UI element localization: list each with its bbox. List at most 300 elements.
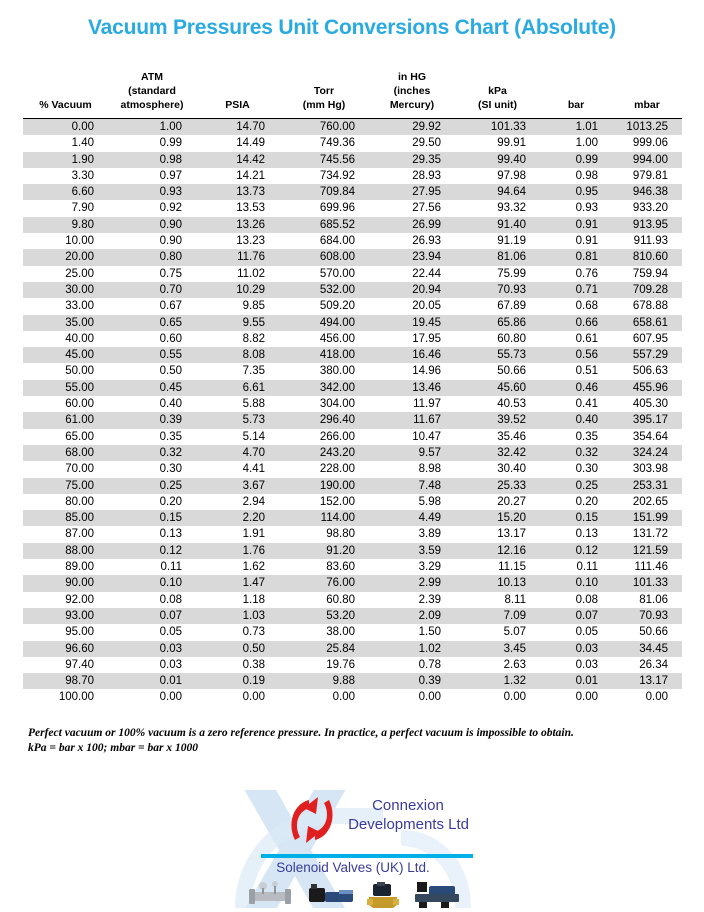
- table-cell: 11.97: [369, 396, 455, 412]
- table-cell: 0.15: [540, 510, 612, 526]
- column-header-line: (mm Hg): [302, 99, 346, 111]
- table-cell: 0.00: [108, 689, 196, 705]
- table-cell: 11.15: [455, 559, 540, 575]
- table-cell: 75.00: [23, 478, 108, 494]
- table-cell: 10.00: [23, 233, 108, 249]
- table-cell: 202.65: [612, 494, 682, 510]
- table-cell: 39.52: [455, 412, 540, 428]
- table-row: [23, 363, 682, 379]
- table-cell: 98.70: [23, 673, 108, 689]
- table-cell: 0.32: [540, 445, 612, 461]
- table-cell: 50.66: [455, 363, 540, 379]
- table-cell: 0.71: [540, 282, 612, 298]
- table-cell: 15.20: [455, 510, 540, 526]
- table-cell: 0.38: [196, 657, 279, 673]
- table-cell: 9.57: [369, 445, 455, 461]
- column-header-line: bar: [567, 99, 585, 111]
- footnotes: [28, 726, 704, 756]
- table-cell: 35.46: [455, 429, 540, 445]
- table-cell: 4.41: [196, 461, 279, 477]
- table-cell: 0.03: [540, 641, 612, 657]
- table-row: [23, 592, 682, 608]
- column-header-line: (standard: [128, 85, 176, 97]
- table-cell: 0.73: [196, 624, 279, 640]
- table-cell: 0.00: [23, 119, 108, 136]
- table-cell: 2.94: [196, 494, 279, 510]
- column-header-line: kPa: [488, 85, 507, 97]
- table-cell: 709.84: [279, 184, 369, 200]
- table-cell: 0.03: [108, 641, 196, 657]
- column-header-7: [612, 58, 682, 119]
- table-cell: 99.91: [455, 135, 540, 151]
- table-cell: 9.85: [196, 298, 279, 314]
- table-cell: 65.86: [455, 315, 540, 331]
- table-cell: 27.95: [369, 184, 455, 200]
- table-cell: 92.00: [23, 592, 108, 608]
- table-cell: 0.78: [369, 657, 455, 673]
- product-solenoid-valve-icon: [309, 884, 353, 902]
- table-cell: 13.26: [196, 217, 279, 233]
- table-cell: 0.56: [540, 347, 612, 363]
- table-row: [23, 200, 682, 216]
- table-cell: 0.67: [108, 298, 196, 314]
- table-cell: 33.00: [23, 298, 108, 314]
- table-row: [23, 396, 682, 412]
- table-cell: 1.03: [196, 608, 279, 624]
- table-cell: 100.00: [23, 689, 108, 705]
- table-cell: 0.61: [540, 331, 612, 347]
- table-cell: 760.00: [279, 119, 369, 136]
- table-cell: 34.45: [612, 641, 682, 657]
- table-row: [23, 282, 682, 298]
- table-cell: 5.88: [196, 396, 279, 412]
- table-cell: 1.18: [196, 592, 279, 608]
- table-row: [23, 478, 682, 494]
- table-cell: 95.00: [23, 624, 108, 640]
- table-cell: 0.05: [540, 624, 612, 640]
- table-cell: 0.20: [108, 494, 196, 510]
- table-cell: 50.00: [23, 363, 108, 379]
- table-cell: 0.13: [540, 526, 612, 542]
- table-cell: 658.61: [612, 315, 682, 331]
- table-row: [23, 298, 682, 314]
- table-cell: 1.40: [23, 135, 108, 151]
- table-cell: 14.21: [196, 168, 279, 184]
- logo-top-section: [233, 790, 473, 852]
- table-row: [23, 494, 682, 510]
- brand-line-1: Connexion: [372, 797, 444, 814]
- table-cell: 30.40: [455, 461, 540, 477]
- table-cell: 0.08: [108, 592, 196, 608]
- table-cell: 26.34: [612, 657, 682, 673]
- table-cell: 0.00: [612, 689, 682, 705]
- table-cell: 35.00: [23, 315, 108, 331]
- table-cell: 12.16: [455, 543, 540, 559]
- column-header-1: [108, 58, 196, 119]
- table-cell: 0.00: [369, 689, 455, 705]
- table-row: [23, 380, 682, 396]
- table-cell: 532.00: [279, 282, 369, 298]
- table-cell: 494.00: [279, 315, 369, 331]
- logo-divider: [261, 854, 473, 858]
- table-cell: 607.95: [612, 331, 682, 347]
- table-cell: 85.00: [23, 510, 108, 526]
- table-cell: 70.00: [23, 461, 108, 477]
- column-header-line: % Vacuum: [39, 99, 92, 111]
- table-cell: 190.00: [279, 478, 369, 494]
- table-cell: 22.44: [369, 266, 455, 282]
- table-cell: 455.96: [612, 380, 682, 396]
- table-cell: 418.00: [279, 347, 369, 363]
- table-cell: 0.00: [279, 689, 369, 705]
- table-cell: 296.40: [279, 412, 369, 428]
- table-row: [23, 184, 682, 200]
- table-cell: 93.32: [455, 200, 540, 216]
- table-cell: 324.24: [612, 445, 682, 461]
- table-cell: 17.95: [369, 331, 455, 347]
- table-row: [23, 689, 682, 705]
- table-cell: 0.08: [540, 592, 612, 608]
- table-cell: 65.00: [23, 429, 108, 445]
- table-cell: 114.00: [279, 510, 369, 526]
- table-row: [23, 526, 682, 542]
- table-cell: 68.00: [23, 445, 108, 461]
- table-cell: 152.00: [279, 494, 369, 510]
- table-cell: 45.60: [455, 380, 540, 396]
- table-cell: 29.50: [369, 135, 455, 151]
- table-cell: 0.99: [540, 152, 612, 168]
- table-row: [23, 168, 682, 184]
- table-cell: 557.29: [612, 347, 682, 363]
- table-cell: 3.30: [23, 168, 108, 184]
- table-cell: 1.02: [369, 641, 455, 657]
- column-header-2: [196, 58, 279, 119]
- table-cell: 0.25: [108, 478, 196, 494]
- table-cell: 684.00: [279, 233, 369, 249]
- table-cell: 121.59: [612, 543, 682, 559]
- table-row: [23, 445, 682, 461]
- table-row: [23, 461, 682, 477]
- table-cell: 83.60: [279, 559, 369, 575]
- table-cell: 0.68: [540, 298, 612, 314]
- footnote-line-1: Perfect vacuum or 100% vacuum is a zero reference pressure. In practice, a perfect vacuum is impossible to obtain.: [28, 726, 574, 739]
- table-cell: 91.19: [455, 233, 540, 249]
- table-cell: 506.63: [612, 363, 682, 379]
- table-cell: 0.97: [108, 168, 196, 184]
- table-cell: 570.00: [279, 266, 369, 282]
- table-cell: 0.45: [108, 380, 196, 396]
- table-cell: 0.07: [540, 608, 612, 624]
- table-cell: 70.93: [612, 608, 682, 624]
- table-cell: 456.00: [279, 331, 369, 347]
- table-cell: 89.00: [23, 559, 108, 575]
- conversion-table-container: [23, 58, 682, 706]
- table-cell: 3.89: [369, 526, 455, 542]
- table-cell: 0.66: [540, 315, 612, 331]
- table-cell: 0.12: [108, 543, 196, 559]
- table-cell: 90.00: [23, 575, 108, 591]
- table-cell: 4.49: [369, 510, 455, 526]
- table-cell: 0.07: [108, 608, 196, 624]
- table-row: [23, 331, 682, 347]
- table-cell: 0.10: [108, 575, 196, 591]
- table-cell: 395.17: [612, 412, 682, 428]
- table-cell: 97.98: [455, 168, 540, 184]
- table-row: [23, 641, 682, 657]
- table-cell: 0.05: [108, 624, 196, 640]
- table-cell: 111.46: [612, 559, 682, 575]
- table-cell: 0.91: [540, 217, 612, 233]
- column-header-5: [455, 58, 540, 119]
- table-cell: 304.00: [279, 396, 369, 412]
- product-manifold-valve-icon: [415, 882, 459, 908]
- table-cell: 0.80: [108, 249, 196, 265]
- table-header: [23, 58, 682, 119]
- table-cell: 0.01: [540, 673, 612, 689]
- table-cell: 509.20: [279, 298, 369, 314]
- table-cell: 99.40: [455, 152, 540, 168]
- product-flow-meter-icon: [249, 881, 291, 904]
- table-cell: 0.25: [540, 478, 612, 494]
- company-logo: [233, 790, 473, 908]
- table-cell: 709.28: [612, 282, 682, 298]
- table-cell: 608.00: [279, 249, 369, 265]
- table-cell: 303.98: [612, 461, 682, 477]
- table-cell: 759.94: [612, 266, 682, 282]
- table-cell: 7.48: [369, 478, 455, 494]
- table-cell: 91.20: [279, 543, 369, 559]
- table-cell: 87.00: [23, 526, 108, 542]
- table-cell: 75.99: [455, 266, 540, 282]
- table-cell: 2.09: [369, 608, 455, 624]
- table-cell: 0.46: [540, 380, 612, 396]
- table-cell: 0.92: [108, 200, 196, 216]
- table-cell: 0.91: [540, 233, 612, 249]
- table-cell: 3.59: [369, 543, 455, 559]
- table-cell: 27.56: [369, 200, 455, 216]
- circular-arrows-icon: [285, 794, 341, 846]
- table-cell: 0.11: [540, 559, 612, 575]
- column-header-line: (inches: [393, 85, 431, 97]
- table-cell: 0.65: [108, 315, 196, 331]
- table-cell: 0.03: [540, 657, 612, 673]
- table-cell: 80.00: [23, 494, 108, 510]
- table-cell: 3.29: [369, 559, 455, 575]
- table-cell: 1.01: [540, 119, 612, 136]
- table-cell: 76.00: [279, 575, 369, 591]
- table-cell: 20.05: [369, 298, 455, 314]
- table-cell: 97.40: [23, 657, 108, 673]
- table-cell: 14.96: [369, 363, 455, 379]
- table-cell: 5.98: [369, 494, 455, 510]
- table-cell: 0.11: [108, 559, 196, 575]
- table-row: [23, 608, 682, 624]
- table-cell: 1.47: [196, 575, 279, 591]
- table-row: [23, 429, 682, 445]
- table-cell: 0.81: [540, 249, 612, 265]
- table-row: [23, 119, 682, 136]
- table-cell: 6.61: [196, 380, 279, 396]
- table-cell: 10.13: [455, 575, 540, 591]
- table-row: [23, 412, 682, 428]
- table-cell: 0.50: [108, 363, 196, 379]
- table-cell: 60.80: [455, 331, 540, 347]
- table-cell: 7.09: [455, 608, 540, 624]
- sub-brand-name: Solenoid Valves (UK) Ltd.: [276, 860, 430, 875]
- table-cell: 98.80: [279, 526, 369, 542]
- table-cell: 243.20: [279, 445, 369, 461]
- table-cell: 40.00: [23, 331, 108, 347]
- table-cell: 45.00: [23, 347, 108, 363]
- table-cell: 0.70: [108, 282, 196, 298]
- table-cell: 13.17: [612, 673, 682, 689]
- table-cell: 0.00: [196, 689, 279, 705]
- table-cell: 14.49: [196, 135, 279, 151]
- table-cell: 81.06: [455, 249, 540, 265]
- table-row: [23, 315, 682, 331]
- table-cell: 0.20: [540, 494, 612, 510]
- company-logo-area: [0, 790, 704, 912]
- table-cell: 93.00: [23, 608, 108, 624]
- table-cell: 53.20: [279, 608, 369, 624]
- table-cell: 0.00: [455, 689, 540, 705]
- brand-name: [348, 796, 469, 834]
- table-row: [23, 266, 682, 282]
- table-cell: 0.39: [108, 412, 196, 428]
- table-cell: 25.84: [279, 641, 369, 657]
- table-cell: 30.00: [23, 282, 108, 298]
- table-cell: 81.06: [612, 592, 682, 608]
- table-cell: 0.99: [108, 135, 196, 151]
- table-cell: 342.00: [279, 380, 369, 396]
- table-cell: 101.33: [455, 119, 540, 136]
- table-cell: 7.90: [23, 200, 108, 216]
- table-cell: 26.93: [369, 233, 455, 249]
- product-images-icon: [247, 880, 473, 908]
- table-cell: 749.36: [279, 135, 369, 151]
- table-cell: 13.23: [196, 233, 279, 249]
- table-cell: 55.73: [455, 347, 540, 363]
- table-cell: 131.72: [612, 526, 682, 542]
- column-header-line: in HG: [398, 71, 426, 83]
- table-cell: 60.80: [279, 592, 369, 608]
- table-cell: 253.31: [612, 478, 682, 494]
- table-cell: 913.95: [612, 217, 682, 233]
- column-header-line: atmosphere): [120, 99, 184, 111]
- table-cell: 1.90: [23, 152, 108, 168]
- table-cell: 2.39: [369, 592, 455, 608]
- table-cell: 91.40: [455, 217, 540, 233]
- table-cell: 14.70: [196, 119, 279, 136]
- table-cell: 20.27: [455, 494, 540, 510]
- column-header-line: Mercury): [389, 99, 435, 111]
- table-cell: 5.73: [196, 412, 279, 428]
- table-cell: 405.30: [612, 396, 682, 412]
- table-cell: 8.82: [196, 331, 279, 347]
- column-header-0: [23, 58, 108, 119]
- table-cell: 13.73: [196, 184, 279, 200]
- table-row: [23, 657, 682, 673]
- table-cell: 1.62: [196, 559, 279, 575]
- table-cell: 8.08: [196, 347, 279, 363]
- table-cell: 0.10: [540, 575, 612, 591]
- table-cell: 745.56: [279, 152, 369, 168]
- table-cell: 0.76: [540, 266, 612, 282]
- table-cell: 0.40: [108, 396, 196, 412]
- brand-line-2: Developments Ltd: [348, 816, 469, 833]
- table-cell: 0.55: [108, 347, 196, 363]
- table-cell: 20.94: [369, 282, 455, 298]
- table-cell: 7.35: [196, 363, 279, 379]
- table-row: [23, 347, 682, 363]
- table-cell: 0.13: [108, 526, 196, 542]
- table-cell: 699.96: [279, 200, 369, 216]
- table-cell: 8.98: [369, 461, 455, 477]
- table-cell: 11.76: [196, 249, 279, 265]
- table-cell: 3.45: [455, 641, 540, 657]
- table-cell: 999.06: [612, 135, 682, 151]
- table-row: [23, 673, 682, 689]
- table-cell: 0.12: [540, 543, 612, 559]
- table-cell: 20.00: [23, 249, 108, 265]
- table-cell: 0.40: [540, 412, 612, 428]
- table-cell: 946.38: [612, 184, 682, 200]
- table-row: [23, 624, 682, 640]
- table-row: [23, 233, 682, 249]
- table-cell: 9.88: [279, 673, 369, 689]
- table-cell: 6.60: [23, 184, 108, 200]
- table-cell: 3.67: [196, 478, 279, 494]
- table-row: [23, 510, 682, 526]
- table-cell: 14.42: [196, 152, 279, 168]
- table-cell: 1.76: [196, 543, 279, 559]
- table-cell: 25.33: [455, 478, 540, 494]
- table-cell: 354.64: [612, 429, 682, 445]
- table-cell: 266.00: [279, 429, 369, 445]
- table-cell: 88.00: [23, 543, 108, 559]
- column-header-4: [369, 58, 455, 119]
- table-cell: 810.60: [612, 249, 682, 265]
- table-cell: 2.99: [369, 575, 455, 591]
- table-cell: 38.00: [279, 624, 369, 640]
- table-cell: 0.98: [540, 168, 612, 184]
- table-cell: 911.93: [612, 233, 682, 249]
- table-cell: 380.00: [279, 363, 369, 379]
- column-header-line: PSIA: [225, 99, 250, 111]
- table-cell: 1.50: [369, 624, 455, 640]
- table-cell: 734.92: [279, 168, 369, 184]
- table-cell: 0.39: [369, 673, 455, 689]
- column-header-6: [540, 58, 612, 119]
- table-cell: 29.92: [369, 119, 455, 136]
- table-cell: 10.29: [196, 282, 279, 298]
- table-cell: 0.15: [108, 510, 196, 526]
- table-cell: 50.66: [612, 624, 682, 640]
- table-row: [23, 217, 682, 233]
- table-cell: 11.02: [196, 266, 279, 282]
- table-cell: 0.50: [196, 641, 279, 657]
- table-cell: 0.93: [540, 200, 612, 216]
- table-cell: 13.17: [455, 526, 540, 542]
- table-row: [23, 575, 682, 591]
- column-header-line: ATM: [141, 71, 163, 83]
- table-cell: 0.32: [108, 445, 196, 461]
- table-cell: 25.00: [23, 266, 108, 282]
- table-header-row: [23, 58, 682, 119]
- table-cell: 0.35: [108, 429, 196, 445]
- table-cell: 70.93: [455, 282, 540, 298]
- table-cell: 26.99: [369, 217, 455, 233]
